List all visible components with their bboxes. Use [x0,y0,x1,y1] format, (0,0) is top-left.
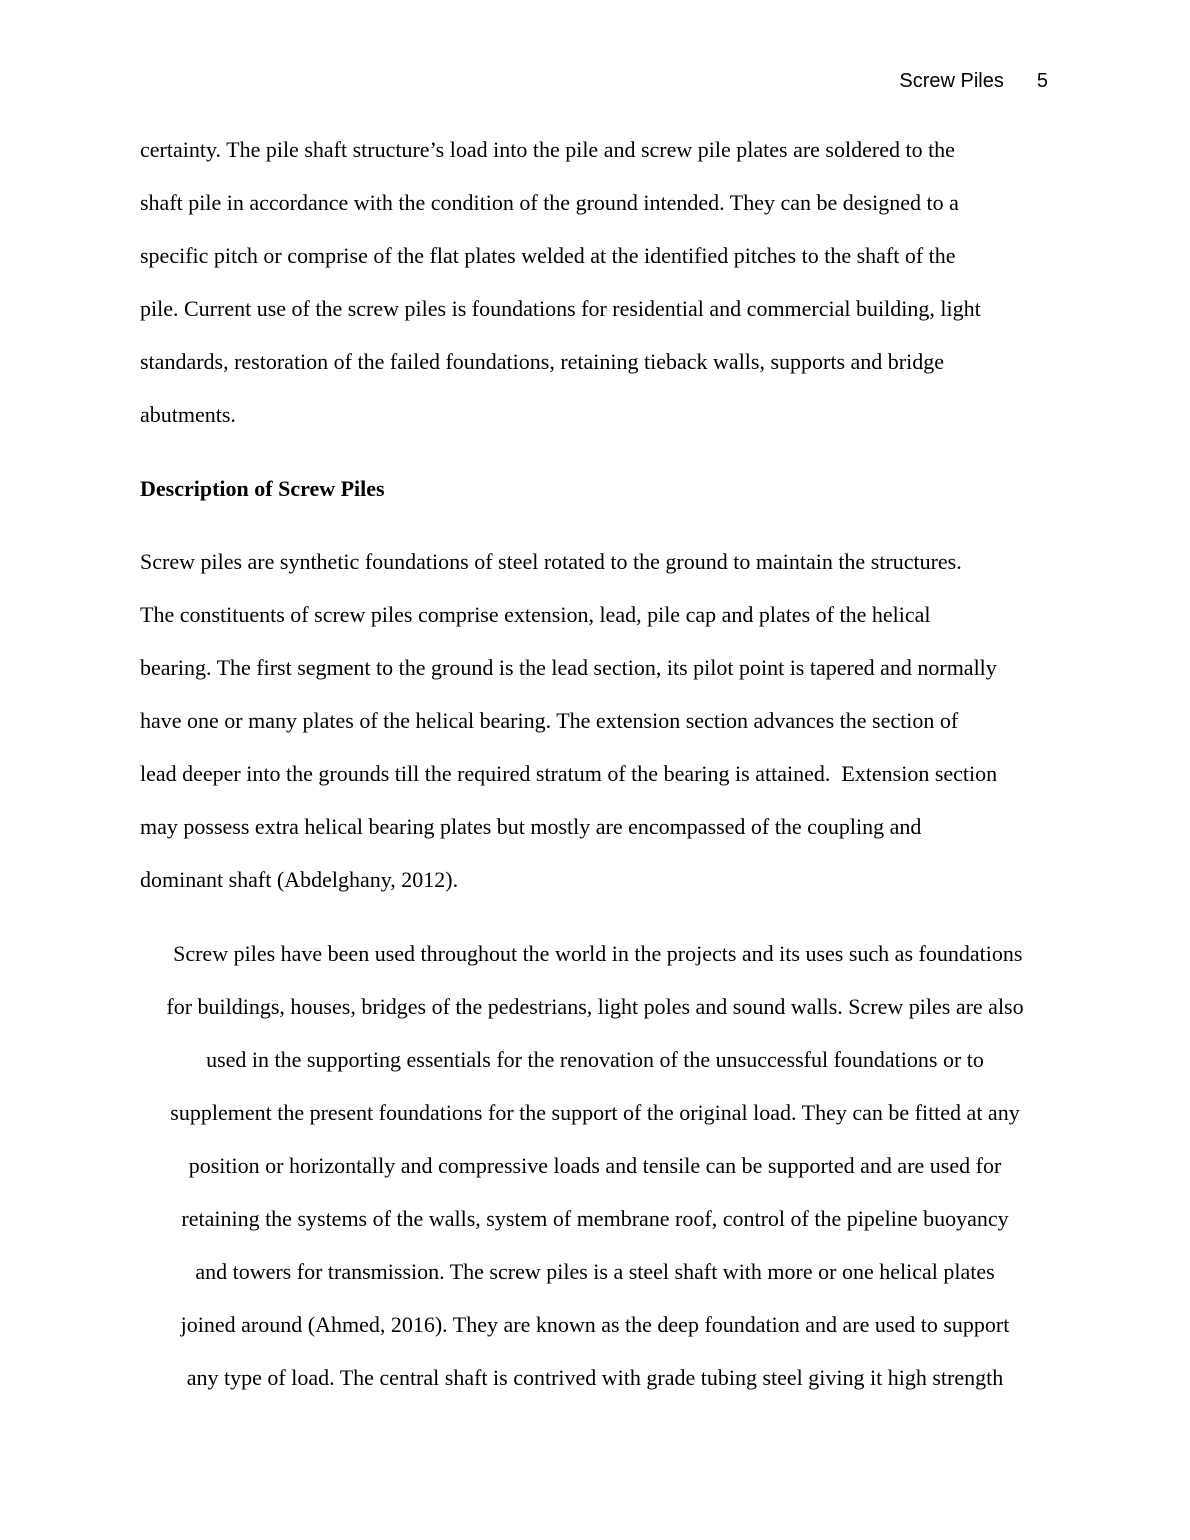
text-line: retaining the systems of the walls, system of membrane roof, control of the pipeline buoyancy [181,1206,1009,1231]
text-line: supplement the present foundations for the support of the original load. They can be fitted at any [170,1100,1020,1125]
text-line: standards, restoration of the failed foundations, retaining tieback walls, supports and bridge [140,349,945,374]
page-header [140,68,1048,94]
section-heading: Description of Screw Piles [140,476,385,501]
paragraph [140,927,1050,1404]
running-head: Screw Piles [899,70,1004,92]
paragraph [140,123,1050,441]
text-line: lead deeper into the grounds till the required stratum of the bearing is attained. Extension section [140,761,998,786]
document-body [140,123,1050,1425]
text-line: dominant shaft (Abdelghany, 2012). [140,867,459,892]
text-line: certainty. The pile shaft structure’s load into the pile and screw pile plates are soldered to the [140,137,955,162]
text-line: have one or many plates of the helical bearing. The extension section advances the section of [140,708,959,733]
text-line: and towers for transmission. The screw piles is a steel shaft with more or one helical plates [195,1259,995,1284]
text-line: specific pitch or comprise of the flat plates welded at the identified pitches to the shaft of the [140,243,956,268]
text-line: bearing. The first segment to the ground is the lead section, its pilot point is tapered and normally [140,655,997,680]
text-line: joined around (Ahmed, 2016). They are known as the deep foundation and are used to support [180,1312,1010,1337]
text-line: Screw piles have been used throughout the world in the projects and its uses such as foundations [167,941,1023,966]
page-number: 5 [1036,70,1048,92]
text-line: abutments. [140,402,236,427]
paragraph [140,535,1050,906]
text-line: shaft pile in accordance with the condition of the ground intended. They can be designed to a [140,190,959,215]
text-line: any type of load. The central shaft is contrived with grade tubing steel giving it high strength [186,1365,1004,1390]
text-line: used in the supporting essentials for the renovation of the unsuccessful foundations or to [206,1047,984,1072]
text-line: The constituents of screw piles comprise extension, lead, pile cap and plates of the helical [140,602,931,627]
text-line: position or horizontally and compressive loads and tensile can be supported and are used for [188,1153,1002,1178]
text-line: may possess extra helical bearing plates but mostly are encompassed of the coupling and [140,814,922,839]
text-line: Screw piles are synthetic foundations of steel rotated to the ground to maintain the structures. [140,549,962,574]
text-line: for buildings, houses, bridges of the pedestrians, light poles and sound walls. Screw piles are also [166,994,1024,1019]
text-line: pile. Current use of the screw piles is foundations for residential and commercial building, light [140,296,981,321]
